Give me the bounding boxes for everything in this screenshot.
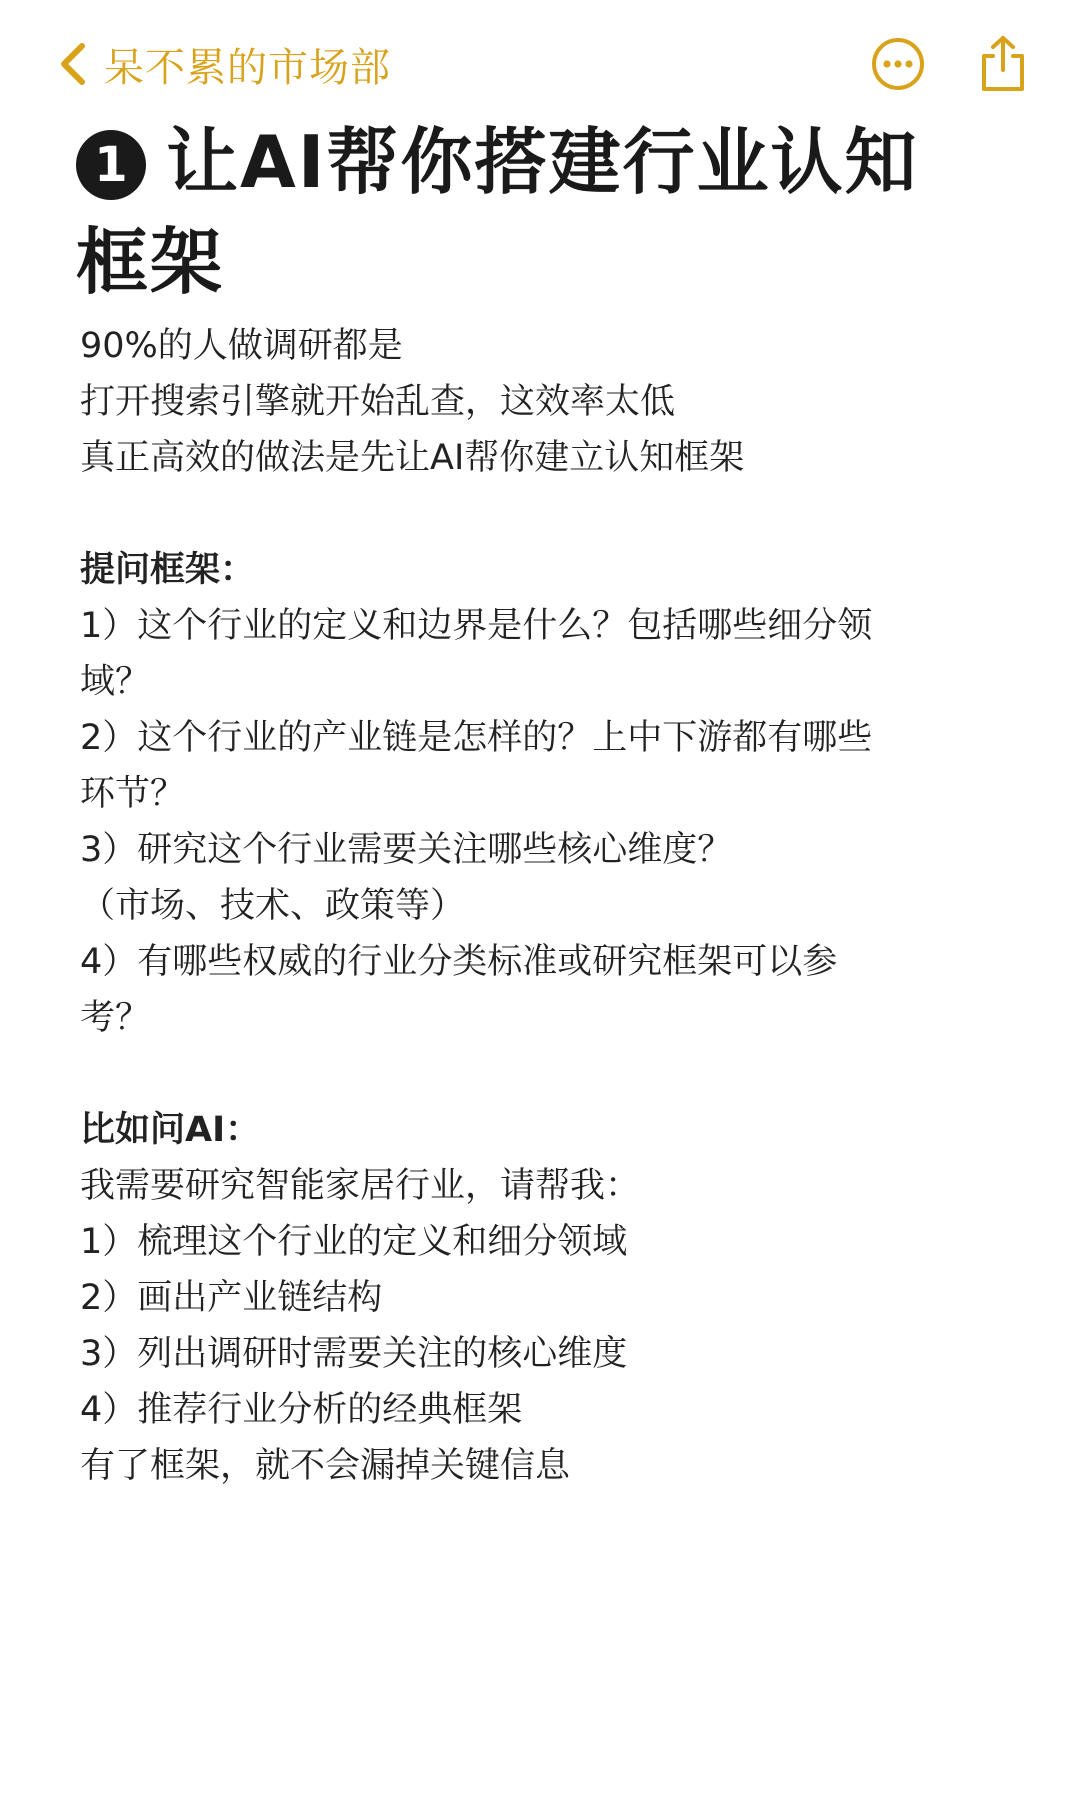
framework-item: 1）这个行业的定义和边界是什么？包括哪些细分领 xyxy=(80,606,873,646)
number-badge: 1 xyxy=(76,130,146,200)
framework-item: （市场、技术、政策等） xyxy=(80,886,466,926)
framework-heading: 提问框架： xyxy=(80,550,256,590)
more-button[interactable] xyxy=(870,36,926,92)
framework-item: 3）研究这个行业需要关注哪些核心维度？ xyxy=(80,830,733,870)
example-line: 2）画出产业链结构 xyxy=(80,1278,383,1318)
title-text: 让AI帮你搭建行业认知框架 xyxy=(76,120,919,304)
example-line: 有了框架，就不会漏掉关键信息 xyxy=(80,1446,571,1486)
back-label: 呆不累的市场部 xyxy=(104,44,391,91)
example-line: 3）列出调研时需要关注的核心维度 xyxy=(80,1334,628,1374)
framework-item: 环节？ xyxy=(80,774,186,814)
share-icon xyxy=(976,34,1030,94)
framework-item: 4）有哪些权威的行业分类标准或研究框架可以参 xyxy=(80,942,838,982)
ellipsis-circle-icon xyxy=(870,36,926,92)
intro-line: 90%的人做调研都是 xyxy=(80,326,403,366)
example-heading: 比如问AI： xyxy=(80,1110,261,1150)
note-title xyxy=(76,112,976,312)
chevron-left-icon xyxy=(56,36,92,92)
example-line: 我需要研究智能家居行业，请帮我： xyxy=(80,1166,641,1206)
note-body xyxy=(80,318,1000,1494)
share-button[interactable] xyxy=(976,34,1030,94)
intro-line: 真正高效的做法是先让AI帮你建立认知框架 xyxy=(80,438,745,478)
framework-item: 域？ xyxy=(80,662,151,702)
top-nav-bar xyxy=(0,0,1080,120)
framework-item: 考？ xyxy=(80,998,151,1038)
intro-line: 打开搜索引擎就开始乱查，这效率太低 xyxy=(80,382,676,422)
back-button[interactable] xyxy=(56,36,391,92)
example-line: 1）梳理这个行业的定义和细分领域 xyxy=(80,1222,628,1262)
framework-item: 2）这个行业的产业链是怎样的？上中下游都有哪些 xyxy=(80,718,873,758)
example-line: 4）推荐行业分析的经典框架 xyxy=(80,1390,523,1430)
